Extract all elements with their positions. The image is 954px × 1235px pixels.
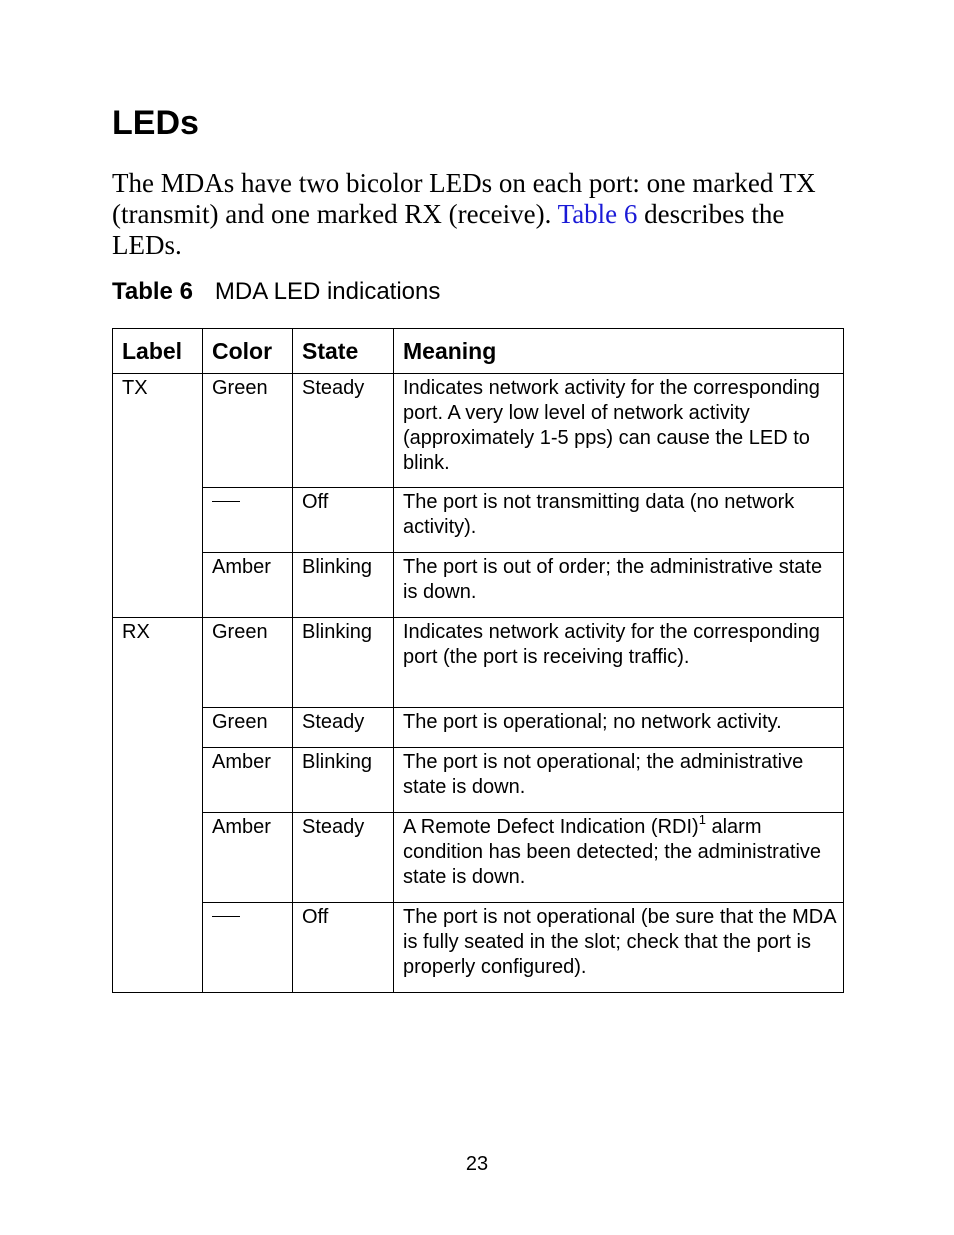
state-cell: Steady: [293, 374, 394, 488]
color-cell: Amber: [203, 813, 293, 903]
section-heading: LEDs: [112, 104, 199, 142]
meaning-cell: [394, 813, 844, 903]
table-row: [113, 813, 844, 903]
state-cell: Blinking: [293, 618, 394, 708]
header-state: State: [293, 329, 394, 374]
meaning-cell: The port is out of order; the administrative state is down.: [394, 553, 844, 618]
table-caption-title: MDA LED indications: [214, 278, 441, 305]
meaning-cell: The port is not transmitting data (no network activity).: [394, 488, 844, 553]
table-row: [113, 748, 844, 813]
meaning-text-end: alarm condition has been detected; the administrative state is down.: [403, 816, 822, 888]
table-caption: [112, 276, 440, 308]
table-row: [113, 903, 844, 993]
meaning-cell: Indicates network activity for the corresponding port. A very low level of network activity (approximately 1-5 pps) can cause the LED to blink.: [394, 374, 844, 488]
color-cell: Green: [203, 618, 293, 708]
label-cell-tx: TX: [113, 374, 203, 618]
color-cell: Green: [203, 708, 293, 748]
meaning-cell: Indicates network activity for the corresponding port (the port is receiving traffic).: [394, 618, 844, 708]
led-indications-table: [112, 328, 844, 993]
meaning-text-start: A Remote Defect Indication (RDI): [403, 816, 699, 838]
intro-paragraph: [112, 168, 852, 261]
no-color-dash: [212, 916, 240, 917]
meaning-cell: The port is not operational; the administrative state is down.: [394, 748, 844, 813]
state-cell: Off: [293, 903, 394, 993]
state-cell: Steady: [293, 708, 394, 748]
color-cell-none: [203, 488, 293, 553]
table-cross-reference-link[interactable]: Table 6: [557, 199, 638, 229]
meaning-cell: The port is not operational (be sure that the MDA is fully seated in the slot; check that the port is properly configured).: [394, 903, 844, 993]
header-label: Label: [113, 329, 203, 374]
meaning-cell: The port is operational; no network activity.: [394, 708, 844, 748]
header-meaning: Meaning: [394, 329, 844, 374]
no-color-dash: [212, 501, 240, 502]
color-cell: Amber: [203, 748, 293, 813]
color-cell: Green: [203, 374, 293, 488]
table-row: [113, 488, 844, 553]
state-cell: Off: [293, 488, 394, 553]
label-cell-rx: RX: [113, 618, 203, 993]
page-number: 23: [465, 1153, 489, 1175]
table-row: [113, 553, 844, 618]
intro-text-end: describes the LEDs.: [112, 199, 785, 260]
state-cell: Blinking: [293, 748, 394, 813]
table-caption-number: Table 6: [112, 278, 193, 305]
intro-text-start: The MDAs have two bicolor LEDs on each port: one marked TX (transmit) and one marked RX (receive).: [112, 168, 816, 229]
table-row: [113, 708, 844, 748]
state-cell: Blinking: [293, 553, 394, 618]
color-cell-none: [203, 903, 293, 993]
header-color: Color: [203, 329, 293, 374]
state-cell: Steady: [293, 813, 394, 903]
table-row: [113, 374, 844, 488]
color-cell: Amber: [203, 553, 293, 618]
table-row: [113, 618, 844, 708]
table-header-row: [113, 329, 844, 374]
footnote-marker: 1: [698, 812, 706, 827]
